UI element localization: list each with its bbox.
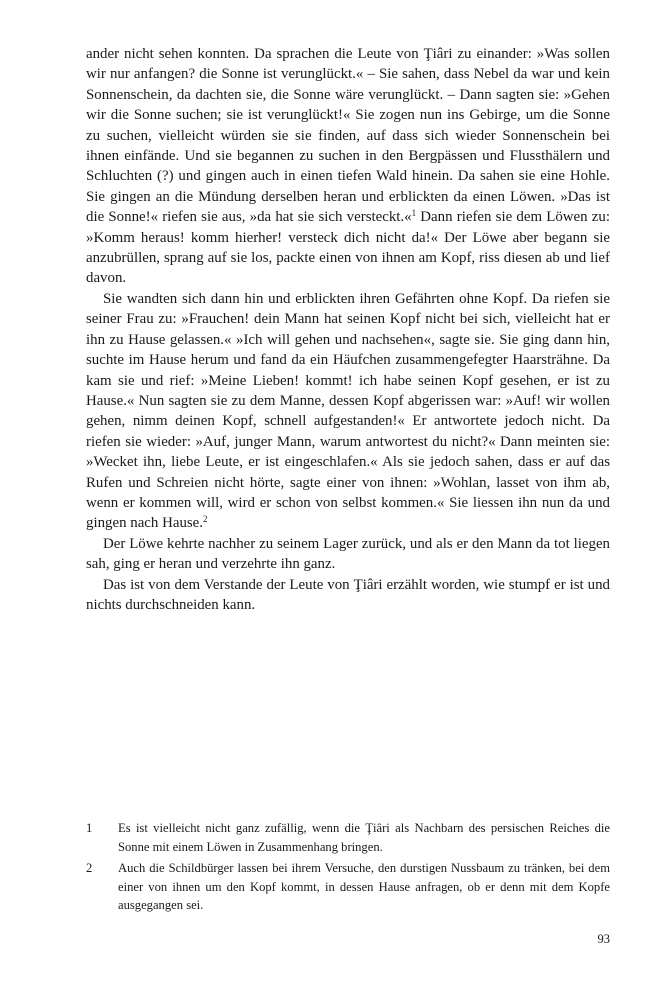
footnote-number: 1 <box>86 821 93 835</box>
footnote <box>86 859 610 915</box>
paragraph-text: Sie wandten sich dann hin und erblickten ihren Gefährten ohne Kopf. Da riefen sie seiner Frau zu: »Frauchen! dein Mann hat seinen Kopf nicht bei sich, vielleicht hat er ihn zu Hause gelassen.« »Ich will gehen und nachsehen«, sagte sie. Sie ging dann hin, suchte im Hause herum und fand da ein Häufchen zusammengefegter Haarsträhne. Da kam sie und rief: »Meine Lieben! kommt! ich habe seinen Kopf gesehen, er ist zu Hause.« Nun sagten sie zu dem Manne, dessen Kopf abgerissen war: »Auf! wir wollen gehen, nimm deinen Kopf, schnell aufgestanden!« Er antwortete jedoch nicht. Da riefen sie wieder: »Auf, junger Mann, warum antwortest du nicht?« Dann meinten sie: »Wecket ihn, liebe Leute, er ist eingeschlafen.« Als sie jedoch sahen, dass er auf das Rufen und Schreien nicht hörte, sagte einer von ihnen: »Wohlan, lasset von ihm ab, wenn er kommen will, wird er schon von selbst kommen.« Sie liessen ihn nun da und gingen nach Hause. <box>86 290 610 532</box>
paragraph-text: Der Löwe kehrte nachher zu seinem Lager zurück, und als er den Mann da tot liegen sah, ging er heran und verzehrte ihn ganz. <box>86 535 610 573</box>
paragraph <box>86 575 610 616</box>
footnote-text: Auch die Schildbürger lassen bei ihrem Versuche, den durstigen Nussbaum zu tränken, bei dem einer von ihnen um den Kopf kommt, in dessen Hause anfragen, ob er denn mit dem Kopfe ausgegangen sei. <box>118 861 610 912</box>
footnote-text: Es ist vielleicht nicht ganz zufällig, wenn die Ţiâri als Nachbarn des persischen Reiches die Sonne mit einem Löwen in Zusammenhang bringen. <box>118 821 610 854</box>
footnote-reference: 1 <box>411 208 417 219</box>
footnote-reference: 2 <box>203 514 208 525</box>
paragraph-text: Dann riefen sie dem Löwen zu: »Komm heraus! komm hierher! versteck dich nicht da!« Der Löwe aber begann sie anzubrüllen, sprang auf sie los, packte einen von ihnen am Kopf, riss diesen ab und lief davon. <box>86 209 610 287</box>
footnotes <box>86 819 610 918</box>
footnote-number: 2 <box>86 861 93 875</box>
paragraph <box>86 44 610 289</box>
body-text <box>86 44 610 615</box>
paragraph <box>86 534 610 575</box>
page-number: 93 <box>597 932 610 946</box>
footnote <box>86 819 610 856</box>
paragraph <box>86 289 610 534</box>
paragraph-text: Das ist von dem Verstande der Leute von Ţiâri erzählt worden, wie stumpf er ist und nichts durchschneiden kann. <box>86 576 610 613</box>
paragraph-text: ander nicht sehen konnten. Da sprachen die Leute von Ţiâri zu einander: »Was sollen wir nur anfangen? die Sonne ist verunglückt.« – Sie sahen, dass Nebel da war und kein Sonnenschein, da dachten sie, die Sonne wäre verunglückt. – Dann sagten sie: »Gehen wir die Sonne suchen; sie ist verunglückt!« Sie zogen nun ins Gebirge, um die Sonne zu suchen, vielleicht würden sie sie finden, auf dass sich wieder Sonnenschein bei ihnen einfände. Und sie begannen zu suchen in den Bergpässen und Flussthälern und Schluchten (?) und gingen auch in einen tiefen Wald hinein. Da sahen sie eine Hohle. Sie gingen an die Mündung derselben heran und erblickten da einen Löwen. »Das ist die Sonne!« riefen sie aus, »da hat sie sich versteckt.« <box>86 46 610 226</box>
